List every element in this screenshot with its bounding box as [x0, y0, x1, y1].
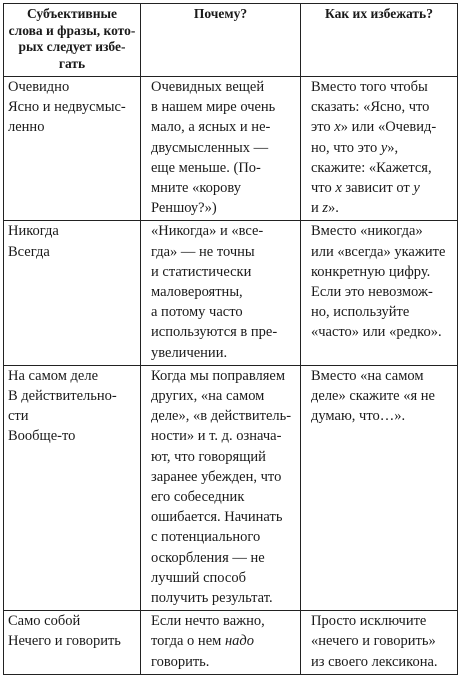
- cell-line: а потому часто: [151, 304, 243, 321]
- phrase-cell: [4, 77, 141, 221]
- cell-line: Если это невозмож-: [311, 284, 433, 301]
- header-how: Как их избежать?: [301, 4, 458, 77]
- cell-line: с потенциального: [151, 529, 261, 546]
- table-row: [4, 221, 458, 365]
- cell-line: мало, а ясных и не-: [151, 119, 271, 136]
- cell-line: Если нечто важно,: [151, 613, 265, 630]
- cell-line: «Никогда» и «все-: [151, 223, 264, 240]
- cell-line: Вместо «никогда»: [311, 223, 423, 240]
- why-cell: [141, 365, 301, 610]
- cell-line: Всегда: [8, 243, 50, 260]
- cell-line: или «всегда» укажите: [311, 243, 446, 260]
- cell-line: оскорбления — не: [151, 549, 265, 566]
- cell-line: Ясно и недвусмыс-: [8, 99, 126, 116]
- cell-line: деле» скажите «я не: [311, 388, 435, 405]
- cell-line: и статистически: [151, 263, 252, 280]
- header-why: Почему?: [141, 4, 301, 77]
- cell-line: скажите: «Кажется,: [311, 159, 432, 176]
- cell-line: и z».: [311, 200, 339, 217]
- why-cell: [141, 611, 301, 675]
- cell-line: сти: [8, 408, 29, 425]
- cell-line: говорить.: [151, 653, 210, 670]
- cell-line: Очевидно: [8, 79, 70, 95]
- cell-line: «часто» или «редко».: [311, 324, 442, 341]
- cell-line: ют, что говорящий: [151, 448, 266, 465]
- cell-line: На самом деле: [8, 367, 99, 384]
- phrase-cell: [4, 365, 141, 610]
- cell-line: деле», «в действитель-: [151, 408, 292, 425]
- cell-line: но, что это y»,: [311, 139, 399, 156]
- cell-line: из своего лексикона.: [311, 653, 438, 670]
- cell-line: Само собой: [8, 613, 81, 630]
- cell-line: Вместо того чтобы: [311, 79, 428, 95]
- cell-line: конкретную цифру.: [311, 263, 431, 280]
- phrase-cell: [4, 221, 141, 365]
- cell-line: Вообще-то: [8, 428, 76, 445]
- cell-line: Вместо «на самом: [311, 367, 424, 384]
- header-phrases: [4, 4, 141, 77]
- table-header-row: [4, 4, 458, 77]
- header-line: рых следует избе-: [18, 39, 126, 54]
- table-row: [4, 365, 458, 610]
- cell-line: ленно: [8, 119, 45, 136]
- why-cell: [141, 77, 301, 221]
- cell-line: двусмысленных —: [151, 139, 269, 156]
- cell-line: сказать: «Ясно, что: [311, 99, 430, 116]
- cell-line: это x» или «Очевид-: [311, 119, 437, 136]
- header-line: слова и фразы, кото-: [8, 22, 136, 38]
- cell-line: в нашем мире очень: [151, 99, 276, 116]
- cell-line: ошибается. Начинать: [151, 509, 283, 526]
- cell-line: мните «корову: [151, 180, 242, 197]
- subjective-phrases-table: [3, 3, 458, 675]
- cell-line: лучший способ: [151, 569, 246, 586]
- cell-line: получить результат.: [151, 590, 273, 607]
- cell-line: маловероятны,: [151, 284, 243, 301]
- how-cell: [301, 365, 458, 610]
- table-row: [4, 611, 458, 675]
- cell-line: других, «на самом: [151, 388, 265, 405]
- cell-line: Нечего и говорить: [8, 633, 121, 650]
- cell-line: заранее убежден, что: [151, 468, 282, 485]
- cell-line: увеличении.: [151, 344, 228, 361]
- cell-line: «нечего и говорить»: [311, 633, 436, 650]
- table-row: [4, 77, 458, 221]
- header-line: гать: [58, 55, 86, 71]
- how-cell: [301, 77, 458, 221]
- cell-line: Когда мы поправляем: [151, 367, 286, 384]
- cell-line: В действительно-: [8, 388, 117, 405]
- cell-line: Никогда: [8, 223, 59, 240]
- cell-line: Реншоу?»): [151, 200, 217, 217]
- how-cell: [301, 611, 458, 675]
- cell-line: думаю, что…».: [311, 408, 406, 425]
- header-line: Субъективные: [26, 6, 118, 21]
- cell-line: ности» и т. д. означа-: [151, 428, 282, 445]
- cell-line: используются в пре-: [151, 324, 278, 341]
- phrase-cell: [4, 611, 141, 675]
- why-cell: [141, 221, 301, 365]
- cell-line: гда» — не точны: [151, 243, 255, 260]
- cell-line: что x зависит от y: [311, 180, 420, 197]
- cell-line: Очевидных вещей: [151, 79, 265, 95]
- how-cell: [301, 221, 458, 365]
- cell-line: тогда о нем надо: [151, 633, 254, 650]
- cell-line: его собеседник: [151, 489, 245, 506]
- cell-line: Просто исключите: [311, 613, 427, 630]
- cell-line: но, используйте: [311, 304, 410, 321]
- cell-line: еще меньше. (По-: [151, 159, 261, 176]
